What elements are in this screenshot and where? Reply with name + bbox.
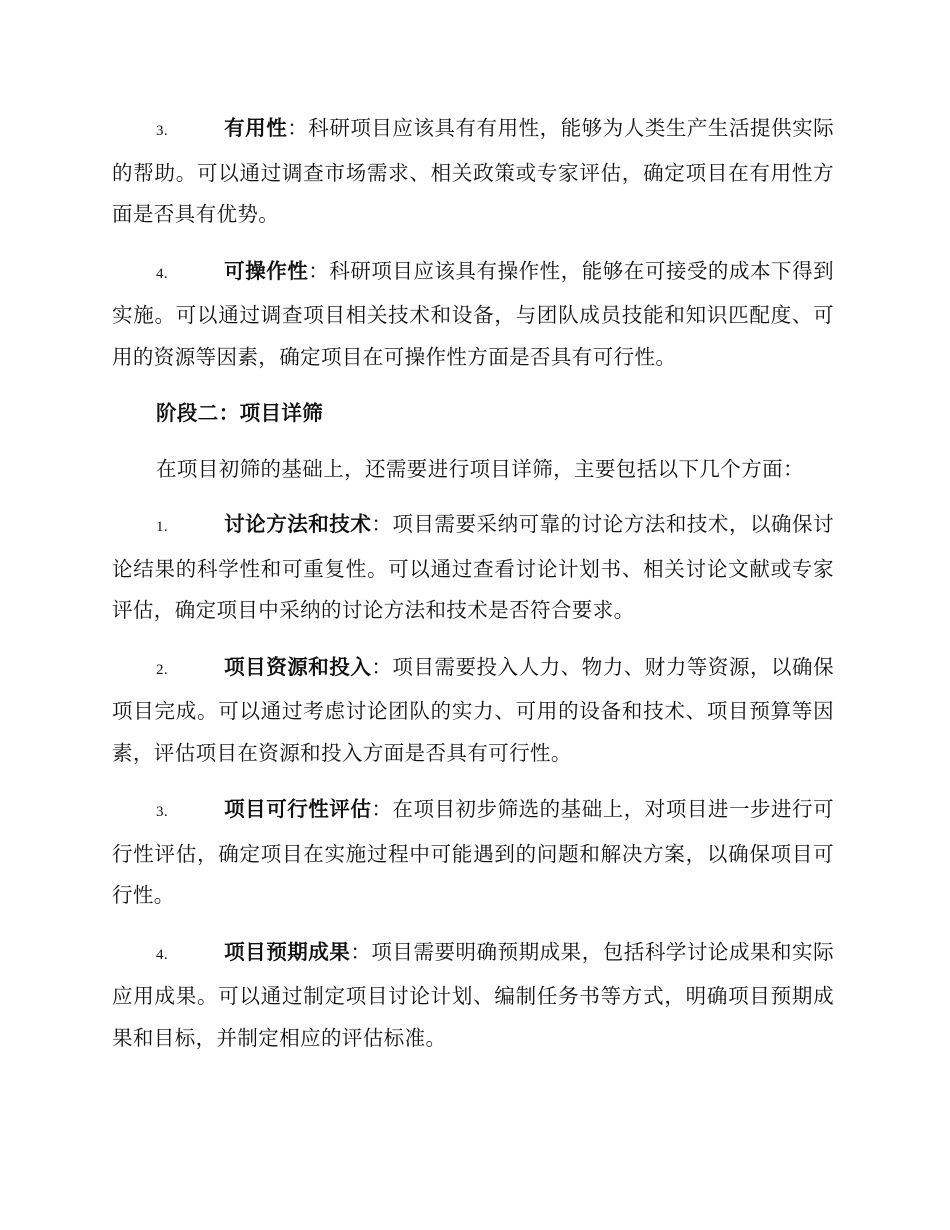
list-item-text: ：项目需要投入人力、物力、财力等资源，以确保项目完成。可以通过考虑讨论团队的实力、可用的设备和技术、项目预算等因素，评估项目在资源和投入方面是否具有可行性。 [112,654,834,765]
list-item-number: 4. [156,946,169,963]
list-item-term: 项目资源和投入 [224,654,372,679]
list-item [112,504,834,632]
list-item [112,932,834,1060]
list-item [112,789,834,917]
document-body [112,108,834,1074]
list-item-number: 3. [156,123,169,139]
list-item-term: 项目可行性评估 [224,797,372,821]
list-item-text: ：项目需要明确预期成果，包括科学讨论成果和实际应用成果。可以通过制定项目讨论计划、编制任务书等方式，明确项目预期成果和目标，并制定相应的评估标准。 [112,939,834,1050]
list-item [112,108,834,236]
list-item-number: 4. [156,265,169,282]
list-item-term: 讨论方法和技术 [224,512,372,536]
list-item [112,251,834,379]
list-item-number: 3. [156,804,169,820]
list-item-number: 2. [156,661,169,678]
list-item-term: 有用性 [224,116,288,140]
list-item [112,647,834,775]
list-item-term: 项目预期成果 [224,939,351,964]
section-heading: 阶段二：项目详筛 [156,401,324,425]
section-intro: 在项目初筛的基础上，还需要进行项目详筛，主要包括以下几个方面： [156,456,804,481]
list-item-number: 1. [156,519,169,535]
list-item-text: ：在项目初步筛选的基础上，对项目进一步进行可行性评估，确定项目在实施过程中可能遇到的问题和解决方案，以确保项目可行性。 [112,797,834,907]
list-item-text: ：科研项目应该具有有用性，能够为人类生产生活提供实际的帮助。可以通过调查市场需求、相关政策或专家评估，确定项目在有用性方面是否具有优势。 [112,116,835,226]
list-item-term: 可操作性 [224,258,309,283]
list-item-text: ：科研项目应该具有操作性，能够在可接受的成本下得到实施。可以通过调查项目相关技术和设备，与团队成员技能和知识匹配度、可用的资源等因素，确定项目在可操作性方面是否具有可行性。 [112,258,834,369]
list-item-text: ：项目需要采纳可靠的讨论方法和技术，以确保讨论结果的科学性和可重复性。可以通过查看讨论计划书、相关讨论文献或专家评估，确定项目中采纳的讨论方法和技术是否符合要求。 [112,512,834,622]
